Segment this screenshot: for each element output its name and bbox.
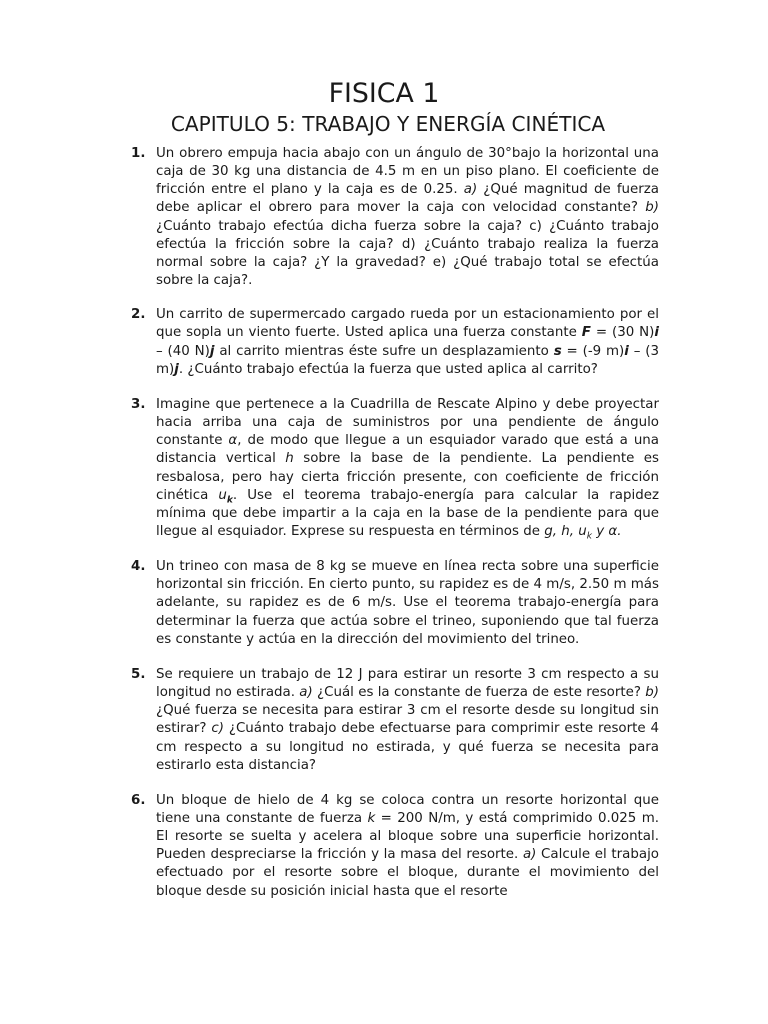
problem-text-segment: a) (299, 685, 313, 701)
problem-text-segment: g, h, u (544, 523, 587, 539)
problem-text-segment: , de modo que llegue a un esquiador varado que está a una distancia vertical (156, 433, 659, 467)
problem-text-segment: h (285, 451, 294, 467)
problem-number: 5. (131, 666, 146, 682)
problem-number: 3. (131, 396, 146, 412)
problem-text (156, 666, 659, 775)
problem-text-segment: a) (463, 182, 478, 198)
problem-number: 2. (131, 307, 146, 323)
problem-text-segment: – (3 m) (156, 343, 659, 377)
problem-text-segment: y α. (591, 523, 622, 539)
problem-item (131, 396, 660, 541)
problem-text-segment: . ¿Cuánto trabajo efectúa la fuerza que usted aplica al carrito? (178, 361, 598, 377)
problem-number: 6. (131, 792, 146, 808)
problem-text (156, 306, 659, 379)
problem-text-segment: al carrito mientras éste sufre un desplazamiento (214, 343, 554, 359)
problem-text-segment: ¿Cuánto trabajo debe efectuarse para comprimir este resorte 4 cm respecto a su longitud no estirada, y qué fuerza se necesita para estirarlo esta distancia? (156, 721, 660, 773)
problem-text-segment: i (654, 325, 659, 341)
problem-text-segment: ¿Cuál es la constante de fuerza de este resorte? (312, 685, 646, 701)
problem-item (131, 306, 660, 379)
problem-text-segment: b) (645, 200, 659, 216)
problem-text-segment: Un trineo con masa de 8 kg se mueve en línea recta sobre una superficie horizontal sin fricción. En cierto punto, su rapidez es de 4 m/s, 2.50 m más adelante, su rapidez es de 6 m/s. Use el teorema trabajo-energía para determinar la fuerza que actúa sobre el trineo, suponiendo que tal fuerza es constante y actúa en la dirección del movimiento del trineo. (156, 559, 659, 647)
problem-text (156, 145, 659, 290)
problem-item (131, 792, 660, 901)
problem-text-segment: Se requiere un trabajo de 12 J para estirar un resorte 3 cm respecto a su longitud no estirada. (156, 666, 659, 701)
problem-text-segment: Calcule el trabajo efectuado por el resorte sobre el bloque, durante el movimiento del bloque desde su posición inicial hasta que el resorte (156, 847, 659, 899)
problem-text-segment: ¿Qué fuerza se necesita para estirar 3 cm el resorte desde su longitud sin estirar? (156, 703, 659, 737)
problem-text-segment: s (553, 343, 562, 359)
problem-list (131, 145, 660, 901)
problem-text-segment: α (228, 433, 238, 449)
problem-text-segment: F (581, 325, 591, 341)
problem-text (156, 792, 659, 901)
problem-text-segment: b) (645, 685, 659, 701)
problem-text-segment: = (30 N) (590, 325, 655, 341)
problem-text (156, 558, 659, 649)
problem-text-segment: a) (522, 847, 537, 863)
problem-text-segment: ¿Cuánto trabajo efectúa dicha fuerza sobre la caja? c) ¿Cuánto trabajo efectúa la fricción sobre la caja? d) ¿Cuánto trabajo realiza la fuerza normal sobre la caja? ¿Y la gravedad? e) ¿Qué trabajo total se efectúa sobre la caja?. (156, 218, 659, 289)
problem-text-segment: = 200 N/m, y está comprimido 0.025 m. El resorte se suelta y acelera al bloque sobre una superficie horizontal. Pueden despreciarse la fricción y la masa del resorte. (156, 811, 660, 863)
problem-text-segment: . Use el teorema trabajo-energía para calcular la rapidez mínima que debe impartir a la caja en la base de la pendiente para que llegue al esquiador. Exprese su respuesta en términos de (156, 487, 660, 539)
problem-text (156, 396, 659, 541)
document-title: FISICA 1 (328, 78, 440, 109)
problem-text-segment: sobre la base de la pendiente. La pendiente es resbalosa, pero hay cierta fricción presente, con coeficiente de fricción cinética (156, 451, 659, 503)
problem-text-segment: ¿Qué magnitud de fuerza debe aplicar el obrero para mover la caja con velocidad constante? (156, 182, 659, 216)
problem-text-segment: k (226, 495, 233, 506)
problem-text-segment: c) (211, 721, 224, 737)
problem-text-segment: i (624, 343, 629, 359)
problem-text-segment: u (218, 487, 227, 503)
problem-text-segment: j (174, 361, 179, 377)
problem-text-segment: – (40 N) (156, 343, 210, 359)
problem-text-segment: k (367, 811, 376, 826)
problem-number: 4. (131, 559, 146, 575)
problem-text-segment: Imagine que pertenece a la Cuadrilla de Rescate Alpino y debe proyectar hacia arriba una caja de suministros por una pendiente de ángulo constante (156, 396, 659, 449)
chapter-title: CAPITULO 5: TRABAJO Y ENERGÍA CINÉTICA (170, 112, 606, 136)
problem-text-segment: = (-9 m) (561, 343, 625, 359)
problem-text-segment: k (586, 531, 592, 542)
problem-text-segment: j (209, 343, 215, 359)
problem-item (131, 145, 660, 290)
problem-text-segment: Un carrito de supermercado cargado rueda por un estacionamiento por el que sopla un viento fuerte. Usted aplica una fuerza constante (156, 307, 659, 341)
problem-item (131, 558, 660, 649)
problem-text-segment: Un obrero empuja hacia abajo con un ángulo de 30°bajo la horizontal una caja de 30 kg una distancia de 4.5 m en un piso plano. El coeficiente de fricción entre el plano y la caja es de 0.25. (156, 146, 659, 198)
problem-item (131, 666, 660, 775)
problem-text-segment: Un bloque de hielo de 4 kg se coloca contra un resorte horizontal que tiene una constante de fuerza (156, 792, 659, 826)
problem-number: 1. (131, 146, 146, 161)
